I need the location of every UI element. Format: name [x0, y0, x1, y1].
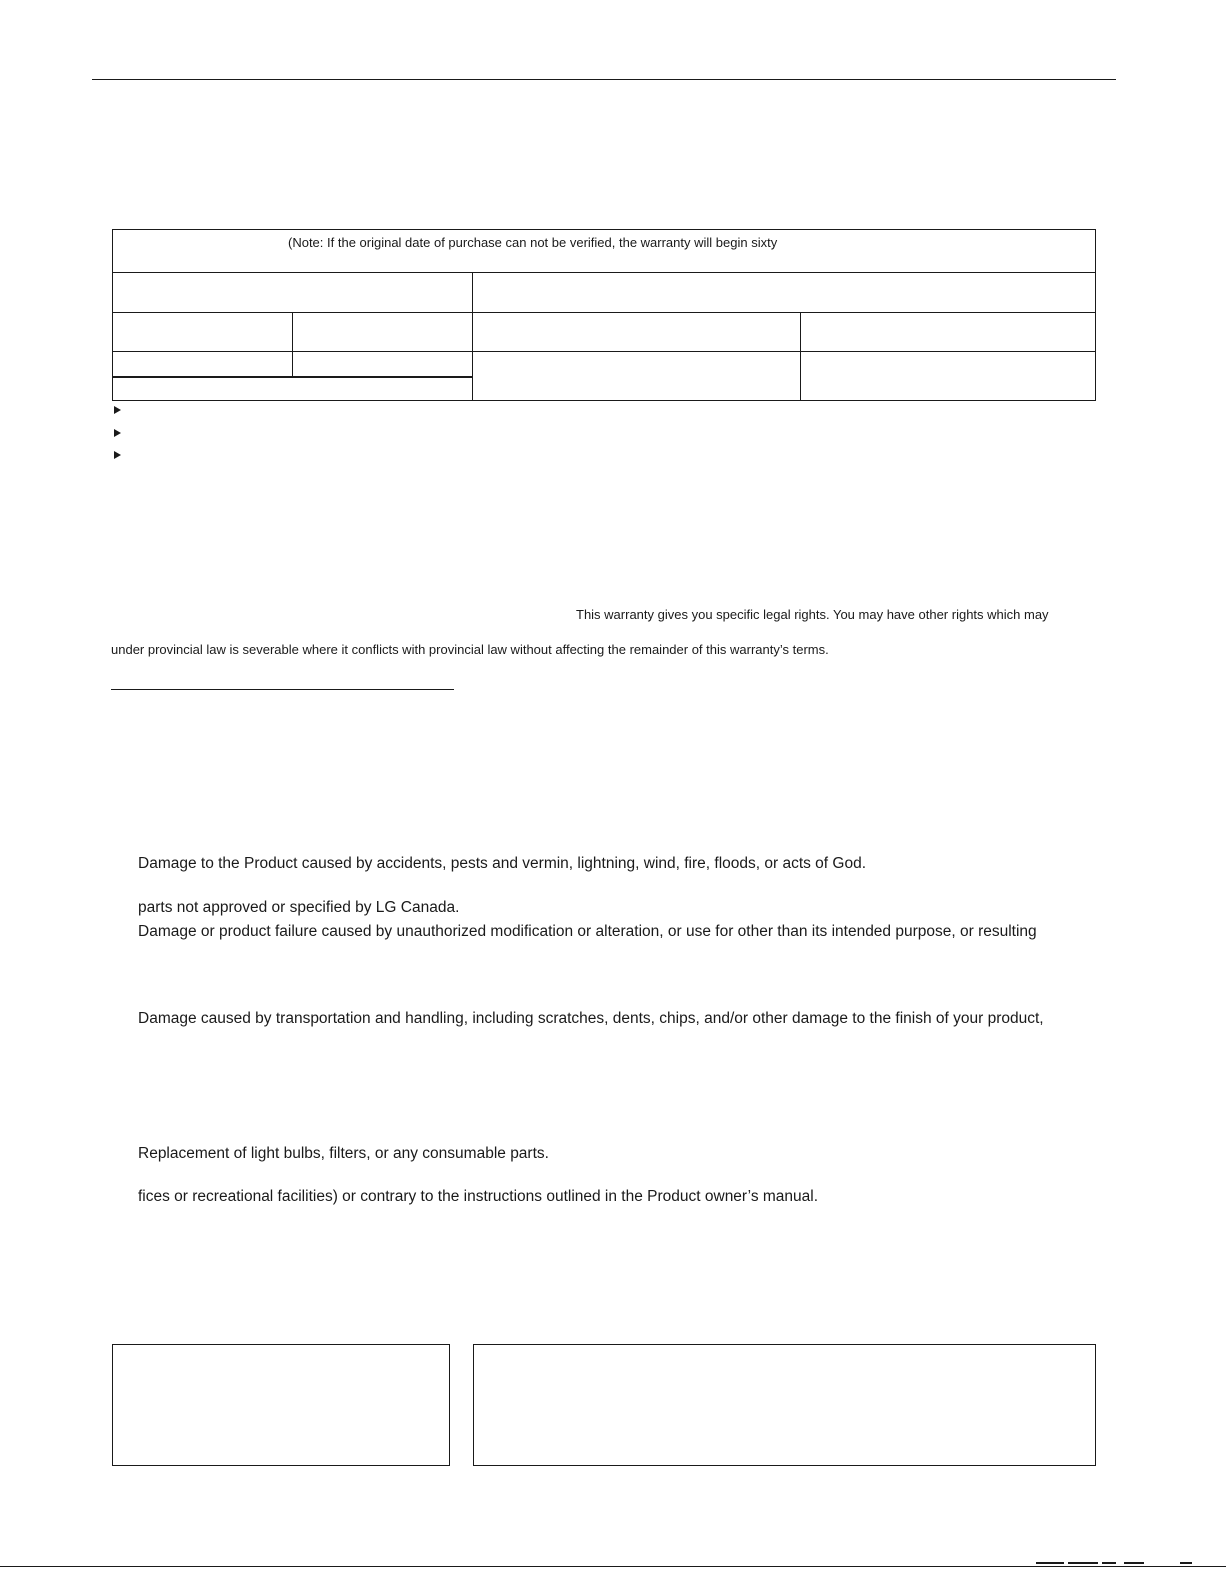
table-header-left: [112, 272, 473, 313]
table-cell: [472, 351, 801, 401]
table-cell: [800, 351, 1096, 401]
footer-mark: [1124, 1562, 1144, 1564]
exclusion-item: Replacement of light bulbs, filters, or any consumable parts.: [138, 1145, 549, 1162]
footer-mark: [1180, 1562, 1192, 1564]
section-rule: [111, 689, 454, 690]
legal-severability-line: under provincial law is severable where it conflicts with provincial law without affecting the remainder of this warranty’s terms.: [111, 642, 829, 657]
warranty-table: [112, 229, 1096, 401]
exclusion-item: Damage to the Product caused by accidents, pests and vermin, lightning, wind, fire, floods, or acts of God.: [138, 855, 867, 872]
table-cell: [292, 312, 473, 352]
table-cell: [292, 351, 473, 377]
bullet-arrow-icon: [114, 451, 121, 459]
table-cell: [800, 312, 1096, 352]
bullet-arrow-icon: [114, 406, 121, 414]
table-cell: [112, 312, 293, 352]
contact-box-right: [473, 1344, 1096, 1466]
contact-box-left: [112, 1344, 450, 1466]
exclusion-item: Damage caused by transportation and handling, including scratches, dents, chips, and/or other damage to the finish of your product,: [138, 1010, 1044, 1027]
header-rule: [92, 79, 1116, 80]
footer-mark: [1102, 1562, 1116, 1564]
exclusion-item: parts not approved or specified by LG Canada.: [138, 899, 460, 916]
exclusion-item: fices or recreational facilities) or contrary to the instructions outlined in the Product owner’s manual.: [138, 1188, 819, 1205]
footer-rule: [0, 1566, 1226, 1567]
warranty-note: (Note: If the original date of purchase can not be verified, the warranty will begin sixty: [288, 235, 778, 250]
table-cell: [112, 376, 473, 401]
exclusion-item: Damage or product failure caused by unauthorized modification or alteration, or use for other than its intended purpose, or resulting: [138, 923, 1037, 940]
footer-mark: [1068, 1562, 1098, 1564]
legal-rights-line: This warranty gives you specific legal rights. You may have other rights which may: [576, 607, 1049, 622]
footer-mark: [1036, 1562, 1064, 1564]
bullet-arrow-icon: [114, 429, 121, 437]
table-cell: [472, 312, 801, 352]
table-cell: [112, 351, 293, 377]
table-header-right: [472, 272, 1096, 313]
